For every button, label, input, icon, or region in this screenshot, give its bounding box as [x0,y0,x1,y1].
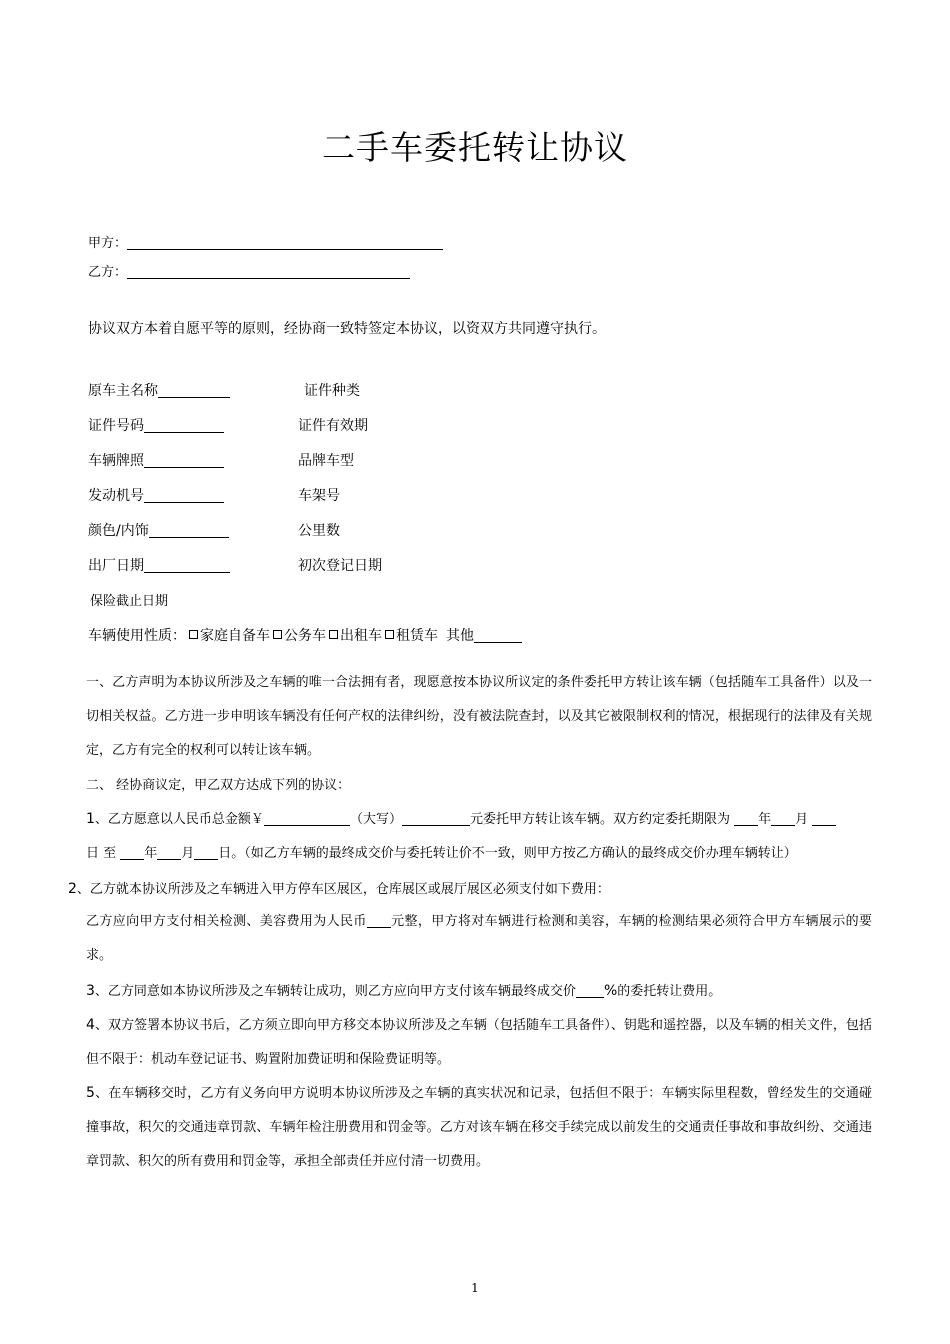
start-day-blank[interactable] [812,811,836,826]
start-month-blank[interactable] [771,811,795,826]
item-three-line [86,980,721,999]
item-one-text-b: （大写） [349,812,402,827]
engine-no-blank[interactable] [144,488,224,503]
item-three-percent: % [603,983,618,999]
item-one-year: 年 [758,812,772,827]
id-valid-label: 证件有效期 [298,418,368,434]
item-three-text-b: 的委托转让费用。 [617,984,722,999]
item-one-text-d: 日 至 [86,846,121,861]
manufacture-date-field [88,555,230,575]
usage-option-official: 公务车 [284,628,326,644]
usage-option-rental: 租赁车 [396,628,438,644]
id-number-blank[interactable] [144,418,224,433]
manufacture-date-label: 出厂日期 [88,558,144,574]
checkbox-icon[interactable] [273,630,282,639]
item-one-text-e: 日。（如乙方车辆的最终成交价与委托转让价不一致，则甲方按乙方确认的最终成交价办理车辆转让） [218,846,797,861]
usage-other-blank[interactable] [474,628,522,643]
item-four-text: 、双方签署本协议书后，乙方须立即向甲方移交本协议所涉及之车辆（包括随车工具备件）、钥匙和遥控器，以及车辆的相关文件，包括但不限于：机动车登记证书、购置附加费证明和保险费证明等。 [86,1018,872,1067]
item-one-line-2 [86,842,797,861]
usage-option-taxi: 出租车 [340,628,382,644]
start-year-blank[interactable] [734,811,758,826]
id-type-label: 证件种类 [304,383,360,399]
item-two-detail-a: 乙方应向甲方支付相关检测、美容费用为人民币 [86,914,367,929]
color-interior-blank[interactable] [149,523,229,538]
usage-option-other: 其他 [446,628,474,644]
item-four [86,1008,872,1077]
engine-no-label: 发动机号 [88,488,144,504]
mileage-label: 公里数 [298,523,340,539]
first-reg-date-label: 初次登记日期 [298,558,382,574]
end-month-blank[interactable] [157,845,181,860]
usage-label: 车辆使用性质： [88,628,186,644]
color-interior-field [88,520,229,540]
percent-blank[interactable] [576,983,604,998]
owner-name-field [88,380,230,400]
item-one-year-2: 年 [144,846,158,861]
id-number-field [88,415,224,435]
item-one-month-2: 月 [181,846,195,861]
insurance-end-label: 保险截止日期 [90,594,169,609]
fee-blank[interactable] [367,913,391,928]
party-b-blank[interactable] [127,264,410,279]
party-a-line [88,232,443,251]
checkbox-icon[interactable] [385,630,394,639]
party-a-blank[interactable] [127,235,443,250]
usage-line [88,625,522,645]
amount-blank[interactable] [264,811,350,826]
item-one-month: 月 [795,812,813,827]
checkbox-icon[interactable] [329,630,338,639]
engine-no-field [88,485,224,505]
brand-model-label: 品牌车型 [298,453,354,469]
owner-name-blank[interactable] [158,383,230,398]
clause-two-heading: 二、 经协商议定，甲乙双方达成下列的协议： [86,778,351,793]
item-one-text-c: 元委托甲方转让该车辆。双方约定委托期限为 [469,812,735,827]
item-five [86,1076,872,1179]
page-number: 1 [471,1281,479,1295]
owner-name-label: 原车主名称 [88,383,158,399]
color-interior-label: 颜色/内饰 [88,523,149,539]
item-two-line [68,878,610,897]
item-three-number: 3 [86,983,95,999]
manufacture-date-blank[interactable] [144,558,230,573]
item-two-detail [86,905,872,973]
item-five-number: 5 [86,1085,95,1101]
item-five-text: 、在车辆移交时，乙方有义务向甲方说明本协议所涉及之车辆的真实状况和记录，包括但不限于：车辆实际里程数，曾经发生的交通碰撞事故，积欠的交通违章罚款、车辆年检注册费用和罚金等。乙方对该车辆在移交手续完成以前发生的交通责任事故和事故纠纷、交通违章罚款、积欠的所有费用和罚金等，承担全部责任并应付清一切费用。 [86,1086,872,1169]
end-year-blank[interactable] [120,845,144,860]
item-four-number: 4 [86,1017,95,1033]
party-b-line [88,261,410,280]
item-two-detail-b: 元整，甲方将对车辆进行检测和美容，车辆的检测结果必须符合甲方车辆展示的要求。 [86,914,872,963]
item-one-line-1 [86,808,836,827]
item-two-text: 、乙方就本协议所涉及之车辆进入甲方停车区展区，仓库展区或展厅展区必须支付如下费用： [76,882,610,897]
party-a-label: 甲方： [88,236,128,251]
end-day-blank[interactable] [194,845,218,860]
item-one-number: 1 [86,811,95,827]
plate-field [88,450,224,470]
plate-blank[interactable] [144,453,224,468]
amount-words-blank[interactable] [402,811,470,826]
clause-one: 一、乙方声明为本协议所涉及之车辆的唯一合法拥有者，现愿意按本协议所议定的条件委托甲方转让该车辆（包括随车工具备件）以及一切相关权益。乙方进一步申明该车辆没有任何产权的法律纠纷，没有被法院查封，以及其它被限制权利的情况，根据现行的法律及有关规定，乙方有完全的权利可以转让该车辆。 [86,675,872,758]
item-one-text-a: 、乙方愿意以人民币总金额￥ [94,812,264,827]
usage-option-family: 家庭自备车 [200,628,270,644]
party-b-label: 乙方： [88,265,128,280]
intro-text: 协议双方本着自愿平等的原则，经协商一致特签定本协议，以资双方共同遵守执行。 [88,321,606,337]
plate-label: 车辆牌照 [88,453,144,469]
item-three-text-a: 、乙方同意如本协议所涉及之车辆转让成功，则乙方应向甲方支付该车辆最终成交价 [94,984,576,999]
item-two-number: 2 [68,881,77,897]
document-title: 二手车委托转让协议 [322,128,628,167]
checkbox-icon[interactable] [189,630,198,639]
id-number-label: 证件号码 [88,418,144,434]
frame-no-label: 车架号 [298,488,340,504]
